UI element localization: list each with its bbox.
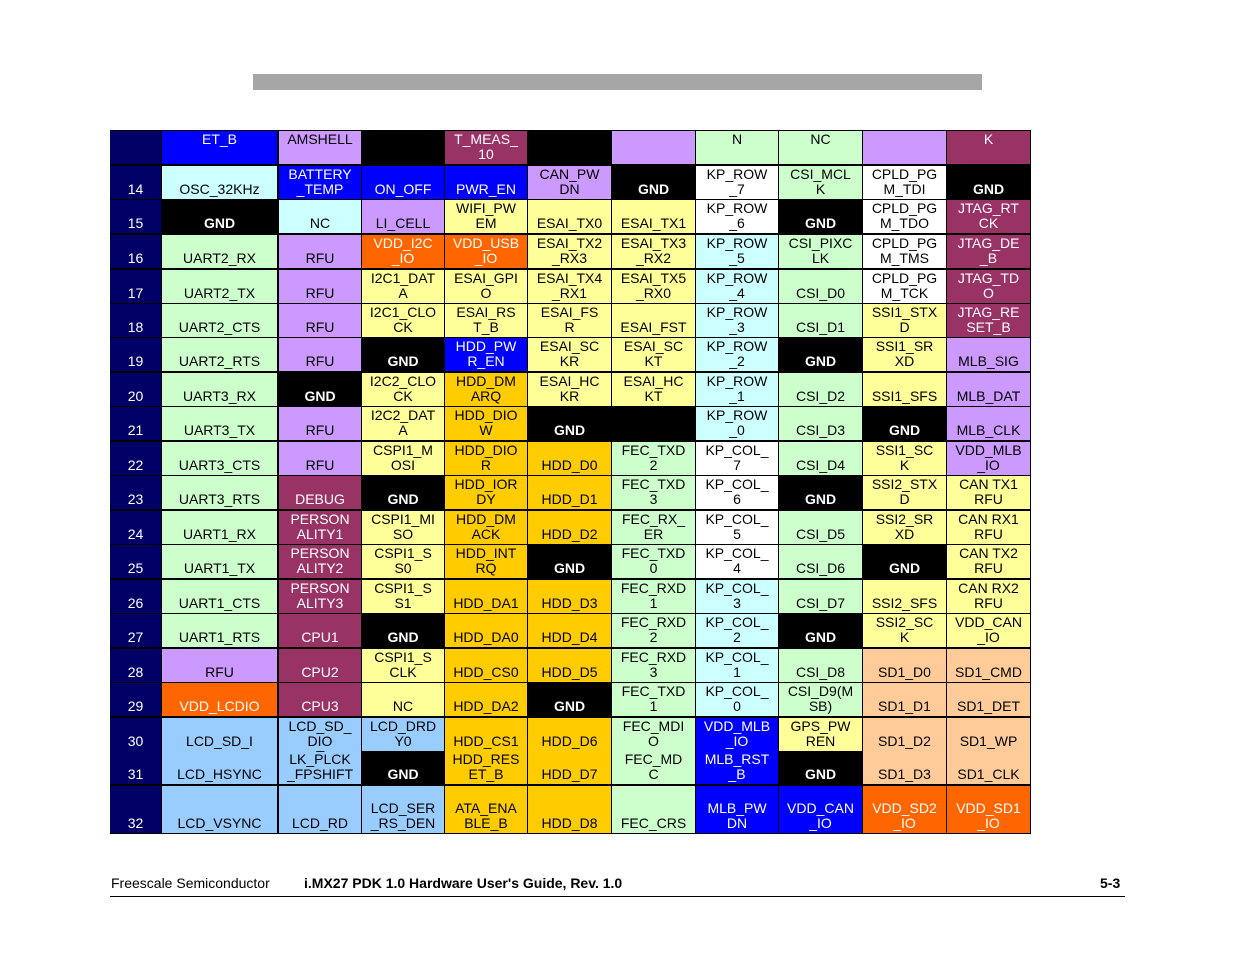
pin-cell: CSI_D8 xyxy=(779,649,862,682)
pin-cell: I2C2_DAT A xyxy=(362,407,444,440)
pin-cell: VDD_I2C _IO xyxy=(362,235,444,268)
pin-cell: HDD_D7 xyxy=(528,751,611,784)
pin-cell: HDD_D8 xyxy=(528,786,611,833)
pin-cell: CSI_D7 xyxy=(779,580,862,613)
pin-cell: UART2_TX xyxy=(162,270,277,303)
pin-cell: HDD_DA0 xyxy=(445,614,527,647)
pin-cell: MLB_CLK xyxy=(947,407,1030,440)
pin-cell: UART1_RX xyxy=(162,511,277,544)
pin-cell: KP_ROW _6 xyxy=(696,200,778,233)
pin-cell: ESAI_GPI O xyxy=(445,270,527,303)
pin-cell: SD1_WP xyxy=(947,718,1030,751)
pin-cell: LI_CELL xyxy=(362,200,444,233)
pin-cell: SSI1_SC K xyxy=(863,442,946,475)
pin-cell: FEC_MDI O xyxy=(612,718,695,751)
pin-cell: HDD_CS0 xyxy=(445,649,527,682)
pin-cell: SSI2_STX D xyxy=(863,476,946,509)
row-number: 14 xyxy=(110,166,161,199)
pin-cell: NC xyxy=(362,683,444,716)
pin-cell: AMSHELL xyxy=(279,131,361,164)
row-number: 29 xyxy=(110,683,161,716)
pin-cell xyxy=(528,131,611,164)
pin-cell: HDD_PW R_EN xyxy=(445,338,527,371)
pin-cell: LCD_DRD Y0 xyxy=(362,718,444,751)
pin-cell: UART2_RX xyxy=(162,235,277,268)
pin-cell: SD1_DET xyxy=(947,683,1030,716)
pin-cell: CSI_D4 xyxy=(779,442,862,475)
pin-cell: CPU3 xyxy=(279,683,361,716)
pin-cell: GPS_PW REN xyxy=(779,718,862,751)
pin-cell: KP_ROW _5 xyxy=(696,235,778,268)
pin-cell: ON_OFF xyxy=(362,166,444,199)
pin-cell: PWR_EN xyxy=(445,166,527,199)
pin-cell xyxy=(362,131,444,164)
pin-cell: CSPI1_S CLK xyxy=(362,649,444,682)
pin-cell: LCD_HSYNC xyxy=(162,751,277,784)
pin-cell: PERSON ALITY1 xyxy=(279,511,361,544)
pin-cell: GND xyxy=(162,200,277,233)
pin-cell: HDD_D2 xyxy=(528,511,611,544)
pin-cell: KP_COL_ 2 xyxy=(696,614,778,647)
footer-company: Freescale Semiconductor xyxy=(111,875,270,891)
pin-cell: RFU xyxy=(162,649,277,682)
pin-cell: VDD_MLB _IO xyxy=(947,442,1030,475)
pin-cell: UART1_TX xyxy=(162,545,277,578)
row-number: 26 xyxy=(110,580,161,613)
pin-cell: KP_COL_ 3 xyxy=(696,580,778,613)
pin-cell: CSPI1_S S0 xyxy=(362,545,444,578)
pin-cell: FEC_CRS xyxy=(612,786,695,833)
pin-cell: SSI1_SFS xyxy=(863,373,946,406)
pin-cell: DEBUG xyxy=(279,476,361,509)
pin-cell: CSI_D5 xyxy=(779,511,862,544)
row-number: 15 xyxy=(110,200,161,233)
pin-cell: HDD_INT RQ xyxy=(445,545,527,578)
pin-cell: T_MEAS_ 10 xyxy=(445,131,527,164)
pin-cell: SD1_D0 xyxy=(863,649,946,682)
pin-cell: CAN_PW DN xyxy=(528,166,611,199)
pin-cell: ESAI_RS T_B xyxy=(445,304,527,337)
pin-cell: HDD_CS1 xyxy=(445,718,527,751)
pin-cell: HDD_D0 xyxy=(528,442,611,475)
pin-cell: CSPI1_M OSI xyxy=(362,442,444,475)
pin-cell: ATA_ENA BLE_B xyxy=(445,786,527,833)
pin-cell: UART3_RTS xyxy=(162,476,277,509)
pin-cell: CSPI1_S S1 xyxy=(362,580,444,613)
pin-cell: KP_ROW _7 xyxy=(696,166,778,199)
row-number: 30 xyxy=(110,718,161,751)
pin-cell: SSI2_SR XD xyxy=(863,511,946,544)
pin-cell: JTAG_TD O xyxy=(947,270,1030,303)
pin-cell: CAN RX1 RFU xyxy=(947,511,1030,544)
pin-cell: GND xyxy=(779,614,862,647)
pin-cell: RFU xyxy=(279,304,361,337)
row-number: 17 xyxy=(110,270,161,303)
pin-cell: ESAI_TX4 _RX1 xyxy=(528,270,611,303)
pin-cell: FEC_RX_ ER xyxy=(612,511,695,544)
pin-cell: SSI1_STX D xyxy=(863,304,946,337)
row-number: 20 xyxy=(110,373,161,406)
pin-cell: FEC_TXD 3 xyxy=(612,476,695,509)
pin-cell: CAN RX2 RFU xyxy=(947,580,1030,613)
pin-cell: CPU2 xyxy=(279,649,361,682)
pin-cell: HDD_IOR DY xyxy=(445,476,527,509)
pin-cell: LCD_SER _RS_DEN xyxy=(362,786,444,833)
pin-cell: FEC_RXD 1 xyxy=(612,580,695,613)
pin-cell: ESAI_TX0 xyxy=(528,200,611,233)
pin-cell: HDD_DA2 xyxy=(445,683,527,716)
pin-cell: KP_ROW _3 xyxy=(696,304,778,337)
pin-cell: NC xyxy=(279,200,361,233)
pin-cell: CSPI1_MI SO xyxy=(362,511,444,544)
pin-cell: FEC_MD C xyxy=(612,751,695,784)
footer-doc-title: i.MX27 PDK 1.0 Hardware User's Guide, Rev. 1.0 xyxy=(304,875,623,891)
pin-cell: ESAI_HC KT xyxy=(612,373,695,406)
pin-cell: KP_COL_ 1 xyxy=(696,649,778,682)
footer-divider xyxy=(110,896,1125,897)
pin-cell: RFU xyxy=(279,442,361,475)
pin-cell: KP_COL_ 0 xyxy=(696,683,778,716)
pin-cell: MLB_SIG xyxy=(947,338,1030,371)
pin-cell: MLB_DAT xyxy=(947,373,1030,406)
pin-cell: LCD_VSYNC xyxy=(162,786,277,833)
pin-cell: KP_ROW _1 xyxy=(696,373,778,406)
pin-cell xyxy=(863,131,946,164)
pin-cell: CSI_MCL K xyxy=(779,166,862,199)
pin-cell: PERSON ALITY3 xyxy=(279,580,361,613)
pin-cell: FEC_TXD 0 xyxy=(612,545,695,578)
pin-cell: CPU1 xyxy=(279,614,361,647)
pin-cell: JTAG_RT CK xyxy=(947,200,1030,233)
pin-cell: ET_B xyxy=(162,131,277,164)
pin-cell: GND xyxy=(528,407,611,440)
pin-cell: KP_COL_ 7 xyxy=(696,442,778,475)
pin-cell: KP_COL_ 4 xyxy=(696,545,778,578)
pin-cell: GND xyxy=(362,476,444,509)
pin-cell: RFU xyxy=(279,270,361,303)
pin-cell: SSI2_SC K xyxy=(863,614,946,647)
pin-cell: VDD_MLB _IO xyxy=(696,718,778,751)
pin-cell: CPLD_PG M_TDO xyxy=(863,200,946,233)
pin-cell: HDD_RES ET_B xyxy=(445,751,527,784)
row-number xyxy=(110,131,161,164)
pin-cell: HDD_D6 xyxy=(528,718,611,751)
pin-cell: GND xyxy=(947,166,1030,199)
pin-cell: SD1_D1 xyxy=(863,683,946,716)
pin-cell: UART3_TX xyxy=(162,407,277,440)
pin-cell: GND xyxy=(528,683,611,716)
pin-cell: ESAI_TX5 _RX0 xyxy=(612,270,695,303)
pin-cell: UART3_RX xyxy=(162,373,277,406)
pin-cell: ESAI_SC KR xyxy=(528,338,611,371)
pin-cell: RFU xyxy=(279,235,361,268)
pin-cell: ESAI_FST xyxy=(612,304,695,337)
pin-cell: LK_PLCK _FPSHIFT xyxy=(279,751,361,784)
pin-cell: GND xyxy=(279,373,361,406)
pin-cell: SSI2_SFS xyxy=(863,580,946,613)
pin-cell: HDD_DIO R xyxy=(445,442,527,475)
pin-cell: SD1_D2 xyxy=(863,718,946,751)
pin-cell: VDD_CAN _IO xyxy=(947,614,1030,647)
pin-cell: GND xyxy=(863,407,946,440)
pin-cell: FEC_TXD 2 xyxy=(612,442,695,475)
pin-cell: ESAI_TX3 _RX2 xyxy=(612,235,695,268)
pin-cell: CPLD_PG M_TCK xyxy=(863,270,946,303)
row-number: 32 xyxy=(110,786,161,833)
pin-cell: FEC_RXD 3 xyxy=(612,649,695,682)
pin-cell: ESAI_TX1 xyxy=(612,200,695,233)
pin-cell: OSC_32KHz xyxy=(162,166,277,199)
pin-cell: UART2_CTS xyxy=(162,304,277,337)
pin-cell: HDD_DM ACK xyxy=(445,511,527,544)
pin-cell: VDD_USB _IO xyxy=(445,235,527,268)
pin-cell: CSI_D0 xyxy=(779,270,862,303)
pin-cell: HDD_D5 xyxy=(528,649,611,682)
pin-cell: HDD_DA1 xyxy=(445,580,527,613)
pin-cell: SSI1_SR XD xyxy=(863,338,946,371)
pin-cell: KP_COL_ 6 xyxy=(696,476,778,509)
pin-cell: SD1_D3 xyxy=(863,751,946,784)
pin-cell: GND xyxy=(362,614,444,647)
pin-cell: CSI_PIXC LK xyxy=(779,235,862,268)
row-number: 24 xyxy=(110,511,161,544)
pin-cell: MLB_RST _B xyxy=(696,751,778,784)
pin-cell: SD1_CLK xyxy=(947,751,1030,784)
pin-cell: GND xyxy=(779,751,862,784)
pin-cell: CPLD_PG M_TMS xyxy=(863,235,946,268)
pin-cell: RFU xyxy=(279,338,361,371)
pin-cell: K xyxy=(947,131,1030,164)
pin-cell: CAN TX2 RFU xyxy=(947,545,1030,578)
pin-cell: FEC_TXD 1 xyxy=(612,683,695,716)
pin-cell: CSI_D9(M SB) xyxy=(779,683,862,716)
pin-cell: KP_COL_ 5 xyxy=(696,511,778,544)
pin-cell: VDD_SD2 _IO xyxy=(863,786,946,833)
pin-cell: N xyxy=(696,131,778,164)
pin-cell xyxy=(612,407,695,440)
pin-cell: FEC_RXD 2 xyxy=(612,614,695,647)
pin-cell: ESAI_TX2 _RX3 xyxy=(528,235,611,268)
pin-cell: KP_ROW _0 xyxy=(696,407,778,440)
pin-cell: GND xyxy=(362,751,444,784)
row-number: 23 xyxy=(110,476,161,509)
row-number: 16 xyxy=(110,235,161,268)
pin-cell: VDD_SD1 _IO xyxy=(947,786,1030,833)
pin-cell: LCD_SD_I xyxy=(162,718,277,751)
row-number: 27 xyxy=(110,614,161,647)
pin-assignment-table xyxy=(110,130,1031,834)
pin-cell: GND xyxy=(362,338,444,371)
pin-cell: KP_ROW _2 xyxy=(696,338,778,371)
pin-cell: RFU xyxy=(279,407,361,440)
pin-cell: UART3_CTS xyxy=(162,442,277,475)
pin-cell: KP_ROW _4 xyxy=(696,270,778,303)
pin-cell: BATTERY _TEMP xyxy=(279,166,361,199)
pin-cell: SD1_CMD xyxy=(947,649,1030,682)
pin-cell: WIFI_PW EM xyxy=(445,200,527,233)
row-number: 31 xyxy=(110,751,161,784)
header-bar xyxy=(253,74,982,90)
pin-cell: NC xyxy=(779,131,862,164)
pin-cell: MLB_PW DN xyxy=(696,786,778,833)
pin-cell: UART1_RTS xyxy=(162,614,277,647)
pin-cell: I2C1_CLO CK xyxy=(362,304,444,337)
pin-cell: CSI_D6 xyxy=(779,545,862,578)
pin-cell: ESAI_FS R xyxy=(528,304,611,337)
pin-cell: HDD_D4 xyxy=(528,614,611,647)
pin-cell: JTAG_RE SET_B xyxy=(947,304,1030,337)
pin-cell: CAN TX1 RFU xyxy=(947,476,1030,509)
pin-cell: JTAG_DE _B xyxy=(947,235,1030,268)
pin-cell: GND xyxy=(779,476,862,509)
pin-cell: ESAI_SC KT xyxy=(612,338,695,371)
pin-cell: I2C1_DAT A xyxy=(362,270,444,303)
pin-cell: GND xyxy=(779,200,862,233)
pin-cell: HDD_DIO W xyxy=(445,407,527,440)
pin-cell: CPLD_PG M_TDI xyxy=(863,166,946,199)
pin-cell: UART1_CTS xyxy=(162,580,277,613)
pin-cell: I2C2_CLO CK xyxy=(362,373,444,406)
row-number: 21 xyxy=(110,407,161,440)
pin-cell: ESAI_HC KR xyxy=(528,373,611,406)
pin-cell: GND xyxy=(528,545,611,578)
pin-cell: PERSON ALITY2 xyxy=(279,545,361,578)
pin-cell: VDD_LCDIO xyxy=(162,683,277,716)
row-number: 19 xyxy=(110,338,161,371)
pin-cell: CSI_D2 xyxy=(779,373,862,406)
pin-cell: HDD_D3 xyxy=(528,580,611,613)
pin-cell: LCD_SD_ DIO xyxy=(279,718,361,751)
footer-page-number: 5-3 xyxy=(1100,875,1121,891)
pin-cell: LCD_RD xyxy=(279,786,361,833)
pin-cell: VDD_CAN _IO xyxy=(779,786,862,833)
pin-cell: GND xyxy=(863,545,946,578)
pin-cell xyxy=(612,131,695,164)
pin-cell: CSI_D3 xyxy=(779,407,862,440)
pin-cell: GND xyxy=(612,166,695,199)
row-number: 28 xyxy=(110,649,161,682)
pin-cell: GND xyxy=(779,338,862,371)
row-number: 25 xyxy=(110,545,161,578)
row-number: 22 xyxy=(110,442,161,475)
pin-cell: HDD_DM ARQ xyxy=(445,373,527,406)
pin-cell: HDD_D1 xyxy=(528,476,611,509)
row-number: 18 xyxy=(110,304,161,337)
pin-cell: UART2_RTS xyxy=(162,338,277,371)
pin-cell: CSI_D1 xyxy=(779,304,862,337)
